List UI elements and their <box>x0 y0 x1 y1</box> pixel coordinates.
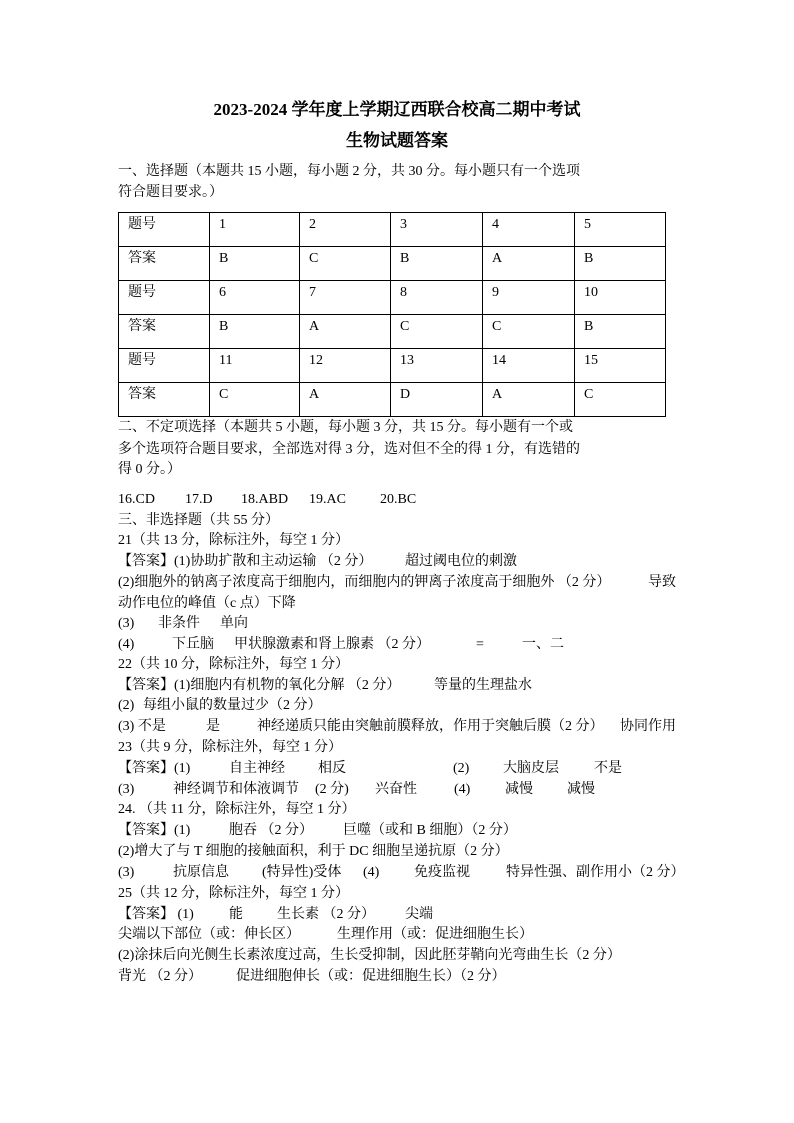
q21-line <box>0 575 794 591</box>
answer-number: (4) <box>118 637 135 652</box>
row-label: 答案 <box>119 383 210 417</box>
answer-text: 自主神经 <box>229 761 285 776</box>
answer-text: 胞吞 （2 分） <box>229 823 313 838</box>
q21-header <box>0 533 794 549</box>
q23-line <box>0 782 794 798</box>
q25-line <box>0 948 794 964</box>
answer-text: 相反 <box>318 761 346 776</box>
answer-text: 神经递质只能由突触前膜释放，作用于突触后膜（2 分） <box>257 719 604 734</box>
table-cell: B <box>575 315 666 349</box>
table-cell: 5 <box>575 213 666 247</box>
answer-text: 下丘脑 <box>172 637 214 652</box>
table-cell: 13 <box>391 349 483 383</box>
answer-text: 不是 <box>594 761 622 776</box>
q24-header <box>0 802 794 818</box>
question-header: 24. （共 11 分，除标注外，每空 1 分） <box>118 802 356 817</box>
table-cell: A <box>300 383 391 417</box>
answer-text: 非条件 <box>158 616 200 631</box>
row-label: 题号 <box>119 349 210 383</box>
table-cell: 10 <box>575 281 666 315</box>
answer-text: 减慢 <box>505 782 533 797</box>
table-cell: A <box>300 315 391 349</box>
section1-heading-cont <box>0 185 794 201</box>
table-cell: B <box>575 247 666 281</box>
answer-text: 生长素 （2 分） <box>277 907 375 922</box>
table-cell: 4 <box>483 213 575 247</box>
q22-line <box>0 719 794 735</box>
q24-line <box>0 844 794 860</box>
answer-number: (4) <box>454 782 471 797</box>
q23-header <box>0 740 794 756</box>
answer-text: 等量的生理盐水 <box>434 678 532 693</box>
answer-text: 巨噬（或和 B 细胞）（2 分） <box>343 823 517 838</box>
table-row <box>119 349 666 383</box>
answer-text: (3) 不是 <box>118 719 166 734</box>
answer-text: 【答案】(1)细胞内有机物的氧化分解 （2 分） <box>118 678 401 693</box>
section2-answers <box>0 492 794 508</box>
answer-text: (2)涂抹后向光侧生长素浓度过高，生长受抑制，因此胚芽鞘向光弯曲生长（2 分） <box>118 948 621 963</box>
section2-heading <box>0 420 794 436</box>
page-title: 2023-2024 学年度上学期辽西联合校高二期中考试 <box>213 100 581 119</box>
q24-line <box>0 823 794 839</box>
answer-text: 生理作用（或：促进细胞生长） <box>337 927 533 942</box>
answer-text: 是 <box>206 719 220 734</box>
table-cell: 2 <box>300 213 391 247</box>
answer-text: 促进细胞伸长（或：促进细胞生长）（2 分） <box>236 969 506 984</box>
answer-text: 背光 （2 分） <box>118 969 202 984</box>
answer-text: 尖端 <box>405 907 433 922</box>
table-cell: C <box>210 383 300 417</box>
answer-text: = <box>476 637 484 652</box>
answer-number: 【答案】(1) <box>118 761 191 776</box>
answer-text: 神经调节和体液调节 <box>173 782 299 797</box>
answer-number: (3) <box>118 616 135 631</box>
question-header: 25（共 12 分，除标注外，每空 1 分） <box>118 886 349 901</box>
answer-text: 特异性强、副作用小（2 分） <box>506 865 685 880</box>
q22-line <box>0 698 794 714</box>
section2-heading <box>0 442 794 458</box>
section1-heading-line1: 一、选择题（本题共 15 小题，每小题 2 分，共 30 分。每小题只有一个选项 <box>118 164 580 179</box>
answer-text: 减慢 <box>567 782 595 797</box>
table-cell: 9 <box>483 281 575 315</box>
answer-number: (3) <box>118 782 135 797</box>
section3-heading <box>0 513 794 529</box>
answer-text: (2)细胞外的钠离子浓度高于细胞内，而细胞内的钾离子浓度高于细胞外 （2 分） <box>118 575 611 590</box>
table-row <box>119 213 666 247</box>
answer-text: 免疫监视 <box>414 865 470 880</box>
answer-table <box>118 212 666 417</box>
answer-text: 能 <box>229 907 243 922</box>
table-cell: C <box>575 383 666 417</box>
table-row <box>119 315 666 349</box>
q22-line <box>0 678 794 694</box>
table-cell: 1 <box>210 213 300 247</box>
answer-number: (2) <box>118 698 135 713</box>
table-cell: B <box>210 247 300 281</box>
q23-line <box>0 761 794 777</box>
answer-text: 每组小鼠的数量过少（2 分） <box>143 698 322 713</box>
table-cell: 11 <box>210 349 300 383</box>
section2-heading-line: 二、不定项选择（本题共 5 小题，每小题 3 分，共 15 分。每小题有一个或 <box>118 420 573 435</box>
answer-16: 16.CD <box>118 492 155 507</box>
section1-heading <box>0 164 794 180</box>
table-cell: 7 <box>300 281 391 315</box>
table-cell: B <box>391 247 483 281</box>
q21-line <box>0 596 794 612</box>
q25-line <box>0 927 794 943</box>
answer-text: 兴奋性 <box>375 782 417 797</box>
section3-heading-text: 三、非选择题（共 55 分） <box>118 513 279 528</box>
table-cell: B <box>210 315 300 349</box>
table-cell: 8 <box>391 281 483 315</box>
table-row <box>119 281 666 315</box>
question-header: 22（共 10 分，除标注外，每空 1 分） <box>118 657 349 672</box>
q22-header <box>0 657 794 673</box>
answer-text: 导致 <box>648 575 676 590</box>
answer-text: (2 分) <box>315 782 349 797</box>
q25-header <box>0 886 794 902</box>
q25-line <box>0 969 794 985</box>
answer-text: 单向 <box>220 616 248 631</box>
answer-text: 协同作用 <box>620 719 676 734</box>
table-cell: C <box>300 247 391 281</box>
row-label: 答案 <box>119 315 210 349</box>
question-header: 21（共 13 分，除标注外，每空 1 分） <box>118 533 349 548</box>
answer-text: 甲状腺激素和肾上腺素 （2 分） <box>234 637 430 652</box>
table-row <box>119 247 666 281</box>
page-subtitle: 生物试题答案 <box>346 131 448 150</box>
answer-text: 抗原信息 <box>173 865 229 880</box>
table-cell: A <box>483 383 575 417</box>
q21-line <box>0 637 794 653</box>
q21-line <box>0 554 794 570</box>
section2-heading-line: 得 0 分。） <box>118 462 181 477</box>
answer-text: 超过阈电位的刺激 <box>405 554 517 569</box>
table-cell: D <box>391 383 483 417</box>
row-label: 答案 <box>119 247 210 281</box>
section1-heading-line2: 符合题目要求。） <box>118 185 223 200</box>
section2-heading-line: 多个选项符合题目要求，全部选对得 3 分，选对但不全的得 1 分，有选错的 <box>118 442 580 457</box>
table-cell: 12 <box>300 349 391 383</box>
answer-text: 动作电位的峰值（c 点）下降 <box>118 596 296 611</box>
q25-line <box>0 907 794 923</box>
question-header: 23（共 9 分，除标注外，每空 1 分） <box>118 740 342 755</box>
q21-line <box>0 616 794 632</box>
table-cell: A <box>483 247 575 281</box>
answer-number: (3) <box>118 865 135 880</box>
answer-18: 18.ABD <box>241 492 289 507</box>
table-cell: 14 <box>483 349 575 383</box>
answer-17: 17.D <box>185 492 213 507</box>
answer-number: 【答案】(1) <box>118 823 191 838</box>
table-cell: C <box>483 315 575 349</box>
table-row <box>119 383 666 417</box>
q24-line <box>0 865 794 881</box>
answer-text: 尖端以下部位（或：伸长区） <box>118 927 300 942</box>
table-cell: 3 <box>391 213 483 247</box>
answer-20: 20.BC <box>380 492 417 507</box>
table-cell: C <box>391 315 483 349</box>
answer-number: 【答案】 (1) <box>118 907 194 922</box>
table-cell: 6 <box>210 281 300 315</box>
answer-text: 【答案】(1)协助扩散和主动运输 （2 分） <box>118 554 373 569</box>
answer-number: (4) <box>363 865 380 880</box>
answer-number: (2) <box>453 761 470 776</box>
row-label: 题号 <box>119 213 210 247</box>
row-label: 题号 <box>119 281 210 315</box>
answer-text: 一、二 <box>522 637 564 652</box>
answer-text: 大脑皮层 <box>503 761 559 776</box>
answer-text: (2)增大了与 T 细胞的接触面积，利于 DC 细胞呈递抗原（2 分） <box>118 844 509 859</box>
table-cell: 15 <box>575 349 666 383</box>
answer-19: 19.AC <box>309 492 346 507</box>
answer-text: (特异性)受体 <box>262 865 342 880</box>
section2-heading <box>0 462 794 478</box>
